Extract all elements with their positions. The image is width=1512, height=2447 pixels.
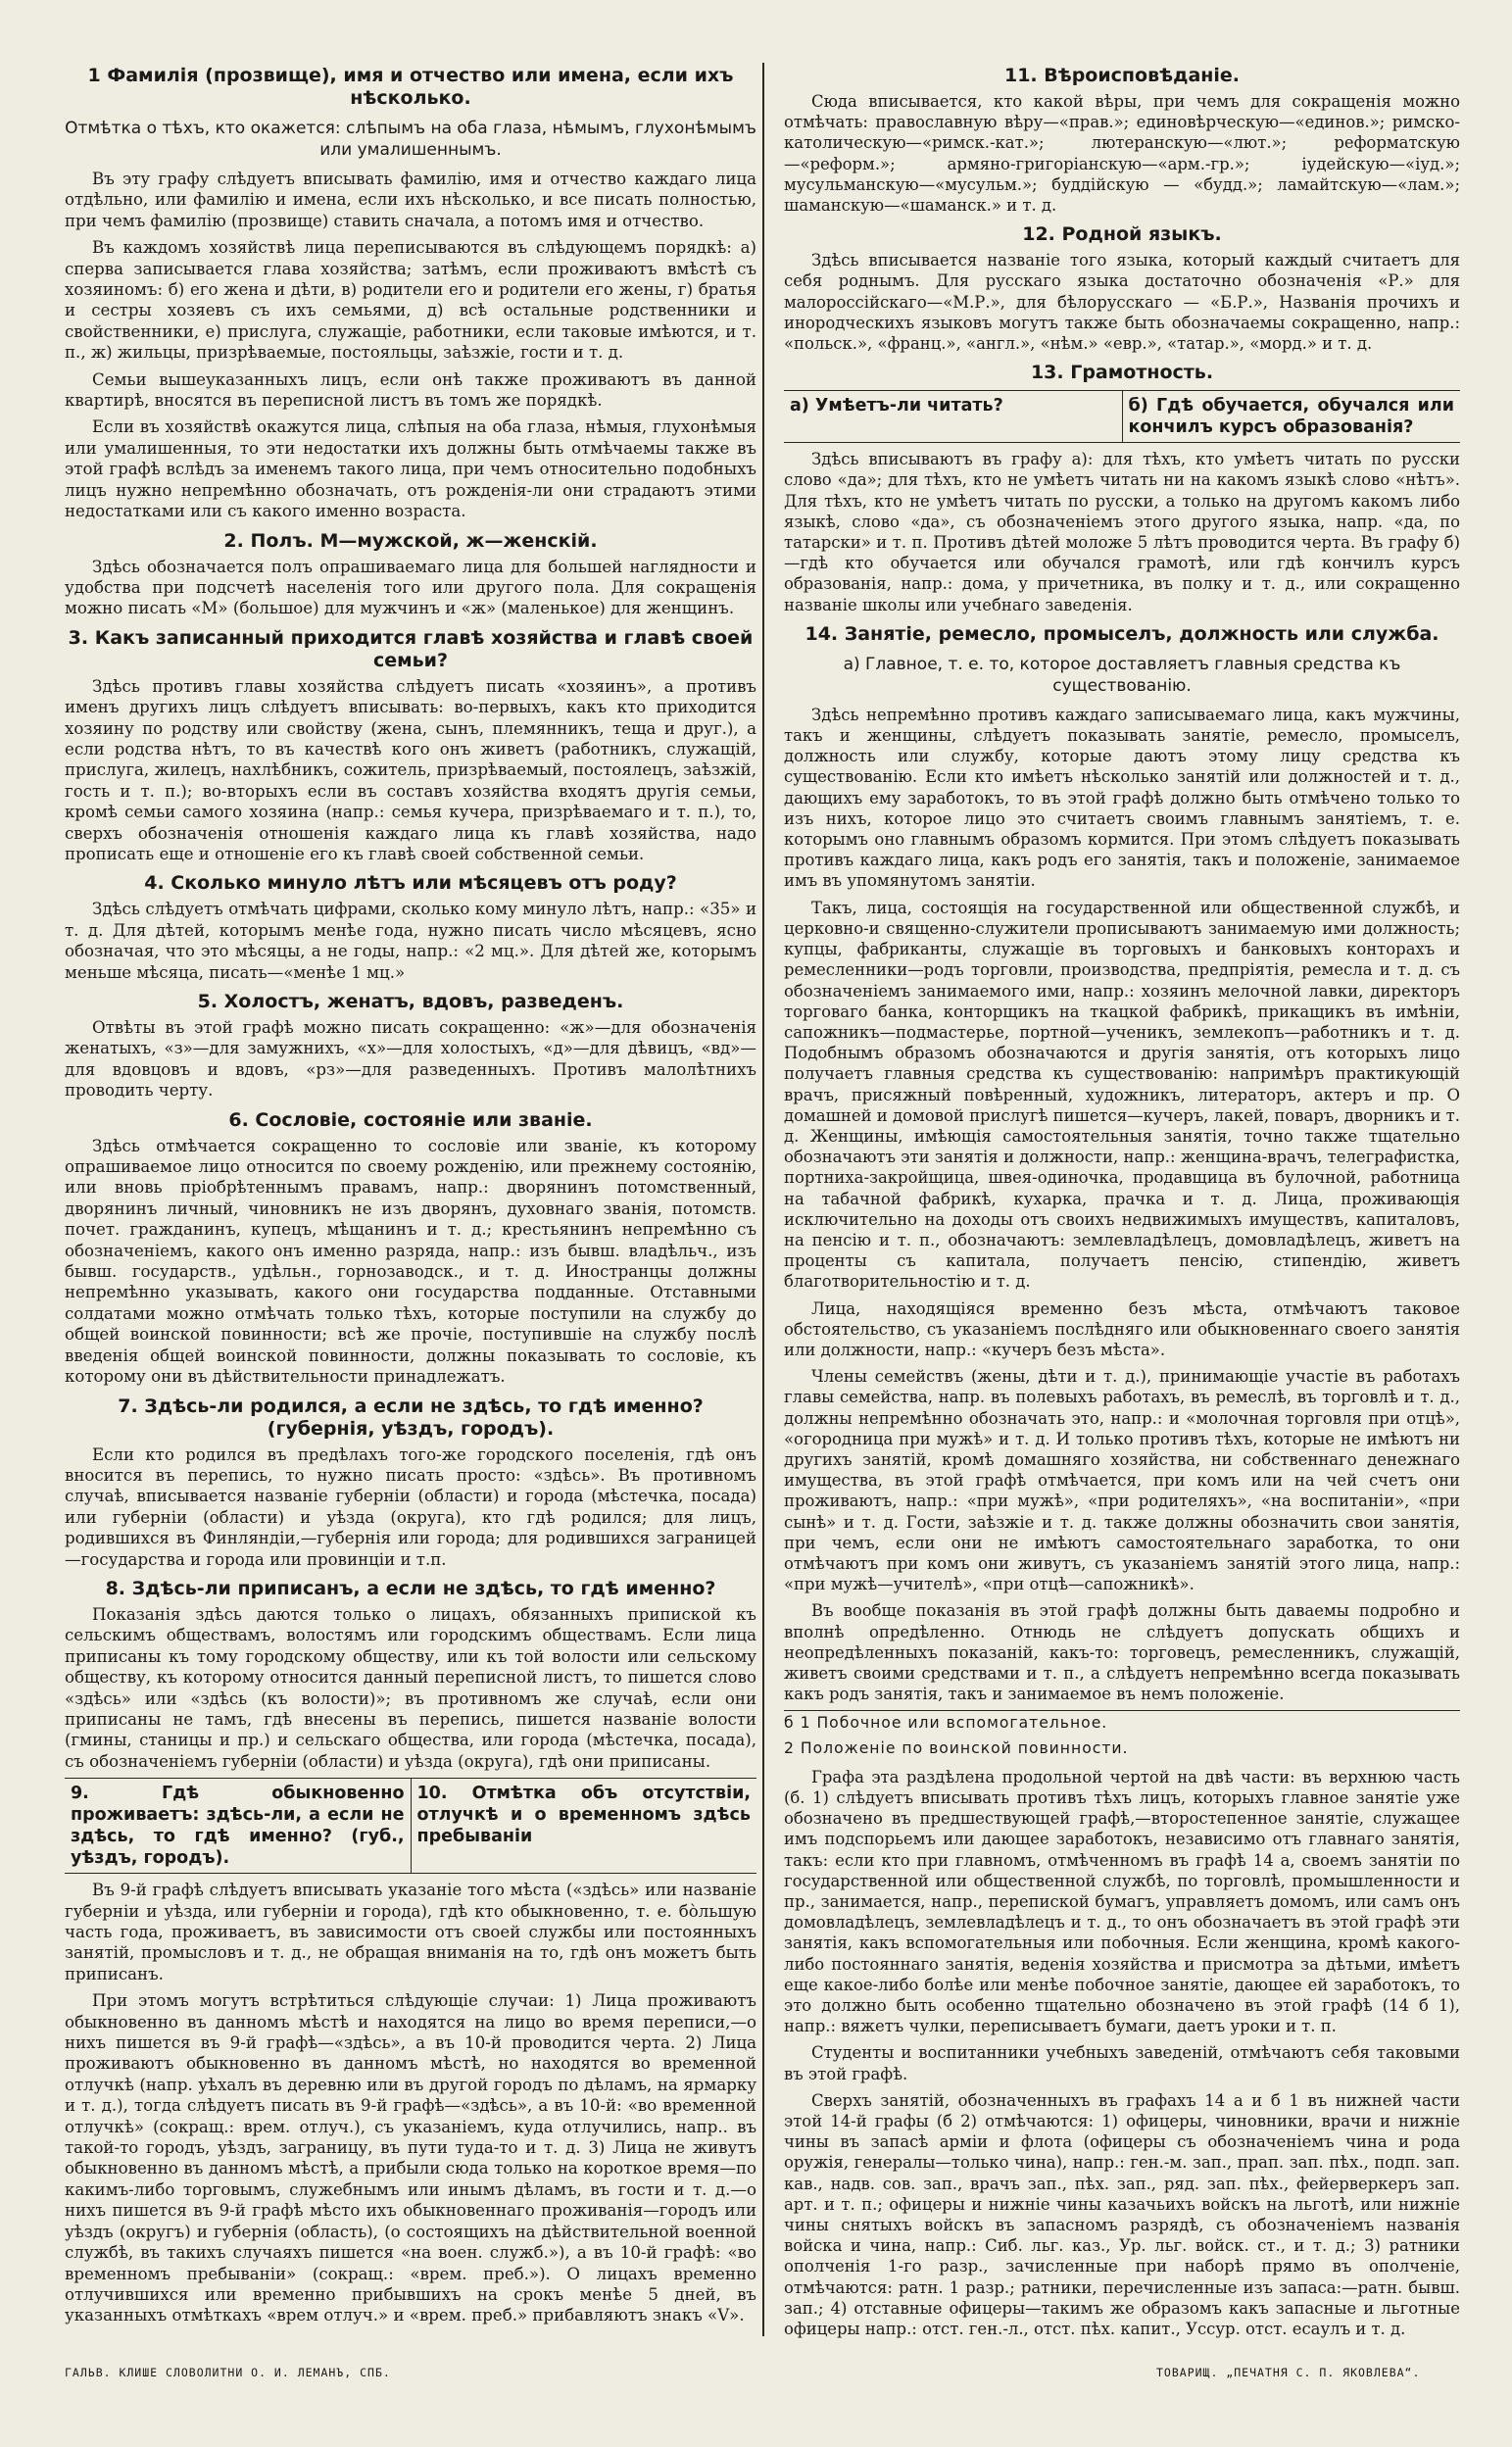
body-paragraph: Лица, находящіяся временно безъ мѣста, отмѣчаютъ таковое обстоятельство, съ указаніемъ послѣдняго или обыкновеннаго своего занятія или должности, напр.: «кучеръ безъ мѣста». — [784, 1298, 1460, 1359]
body-paragraph: При этомъ могутъ встрѣтиться слѣдующіе случаи: 1) Лица проживаютъ обыкновенно въ данномъ мѣстѣ и находятся на лицо во время переписи,—о нихъ пишется въ 9-й графѣ—«здѣсь», а въ 10-й проводится черта. 2) Лица проживаютъ обыкновенно въ данномъ мѣстѣ, но находятся во временной отлучкѣ (напр. уѣхалъ въ деревню или въ другой городъ по дѣламъ, на ярмарку и т. д.), тогда слѣдуетъ писать въ 9-й графѣ—«здѣсь», а въ 10-й: «во временной отлучкѣ» (сокращ.: врем. отлуч.), съ указаніемъ, куда отлучились, напр.. въ такой-то городъ, уѣздъ, заграницу, въ пути туда-то и т. д. 3) Лица не живутъ обыкновенно въ данномъ мѣстѣ, а прибыли сюда только на короткое время—по какимъ-либо торговымъ, служебнымъ или инымъ дѣламъ, въ гости и т. д.—о нихъ пишется въ 9-й графѣ мѣсто ихъ обыкновеннаго проживанія—городъ или уѣздъ (округъ) и губернія (область), (о состоящихъ на дѣйствительной военной службѣ, въ такихъ случаяхъ пишется «на воен. служб.»), а въ 10-й графѣ: «во временномъ пребываніи» (сокращ.: «врем. преб.»). О лицахъ временно отлучившихся или временно прибывшихъ на срокъ менѣе 5 дней, въ указанныхъ отмѣткахъ «врем отлуч.» и «врем. преб.» прибавляютъ знакъ «V». — [65, 1991, 756, 2325]
section-note: Отмѣтка о тѣхъ, кто окажется: слѣпымъ на оба глаза, нѣмымъ, глухонѣмымъ или умалишеннымъ. — [65, 119, 756, 160]
subsection-label: 2 Положеніе по воинской повинности. — [784, 1738, 1129, 1757]
body-paragraph: Здѣсь отмѣчается сокращенно то сословіе или званіе, къ которому опрашиваемое лицо относится по своему рожденію, или прежнему состоянію, или вновь пріобрѣтеннымъ правамъ, напр.: дворянинъ потомственный, дворянинъ личный, чиновникъ не изъ дворянъ, духовнаго званія, потомств. почет. гражданинъ, купецъ, мѣщанинъ и т. д.; крестьянинъ непремѣнно съ обозначеніемъ, какого онъ именно разряда, напр.: изъ бывш. владѣльч., изъ бывш. государств., удѣльн., горнозаводск., и т. д. Иностранцы должны непремѣнно указывать, какого они государства подданные. Отставными солдатами можно отмѣчать только тѣхъ, которые поступили на службу до общей воинской повинности; всѣ же прочіе, поступившіе на службу послѣ введенія общей воинской повинности, должны показывать то сословіе, къ которому они въ дѣйствительности принадлежатъ. — [65, 1136, 756, 1387]
section-heading: 4. Сколько минуло лѣтъ или мѣсяцевъ отъ роду? — [144, 872, 677, 895]
section-heading: 1 Фамилія (прозвище), имя и отчество или имена, если ихъ нѣсколько. — [87, 65, 734, 109]
split-heading-cell: 10. Отмѣтка объ отсутствіи, отлучкѣ и о временномъ здѣсь пребываніи — [411, 1779, 757, 1873]
body-paragraph: Въ вообще показанія въ этой графѣ должны быть даваемы подробно и вполнѣ опредѣленно. Отнюдь не слѣдуетъ допускать общихъ и неопредѣленныхъ показаній, какъ-то: торговецъ, ремесленникъ, служащій, живетъ своими средствами и т. п., а слѣдуетъ непремѣнно всегда показывать какъ родъ занятія, такъ и занимаемое въ немъ положеніе. — [784, 1601, 1460, 1704]
body-paragraph: Отвѣты въ этой графѣ можно писать сокращенно: «ж»—для обозначенія женатыхъ, «з»—для замужнихъ, «х»—для холостыхъ, «д»—для дѣвицъ, «вд»—для вдовцовъ и вдовъ, «рз»—для разведенныхъ. Противъ малолѣтнихъ проводить черту. — [65, 1018, 756, 1101]
section-heading: 14. Занятіе, ремесло, промыселъ, должность или служба. — [805, 622, 1439, 645]
section-heading: 3. Какъ записанный приходится главѣ хозяйства и главѣ своей семьи? — [68, 626, 754, 671]
section-heading: 11. Вѣроисповѣданіе. — [1003, 65, 1241, 86]
section-heading: 13. Грамотность. — [1030, 362, 1214, 384]
section-heading: 7. Здѣсь-ли родился, а если не здѣсь, то гдѣ именно? (губернія, уѣздъ, городъ). — [118, 1395, 704, 1440]
body-paragraph: Въ 9-й графѣ слѣдуетъ вписывать указаніе того мѣста («здѣсь» или названіе губерніи и уѣзда, или губерніи и города), гдѣ кто обыкновенно, т. е. бо̀льшую часть года, проживаетъ, въ зависимости отъ своей службы или постоянныхъ занятій, промысловъ и т. д., не обращая вниманія на то, гдѣ онъ можетъ быть приписанъ. — [65, 1881, 756, 1983]
column-divider — [762, 63, 764, 2336]
split-heading-cell: б) Гдѣ обучается, обучался или кончилъ курсъ образованія? — [1122, 391, 1461, 442]
body-paragraph: Семьи вышеуказанныхъ лицъ, если онѣ также проживаютъ въ данной квартирѣ, вносятся въ переписной листъ въ томъ же порядкѣ. — [65, 369, 756, 411]
section-heading: 8. Здѣсь-ли приписанъ, а если не здѣсь, то гдѣ именно? — [105, 1577, 716, 1599]
subsection-labels — [784, 1710, 1460, 1760]
body-paragraph: Здѣсь непремѣнно противъ каждаго записываемаго лица, какъ мужчины, такъ и женщины, слѣдуетъ показывать занятіе, ремесло, промыселъ, должность или службу, которые даютъ этому лицу средства къ существованію. Если кто имѣетъ нѣсколько занятій или должностей и т. д., дающихъ ему заработокъ, то въ этой графѣ должно быть отмѣчено только то изъ нихъ, которое лицо это считаетъ своимъ главнымъ занятіемъ, т. е. которымъ оно главнымъ образомъ кормится. При этомъ слѣдуетъ показывать противъ каждаго лица, какъ родъ его занятія, такъ и положеніе, занимаемое имъ въ упомянутомъ занятіи. — [784, 705, 1460, 891]
subsection-label: б 1 Побочное или вспомогательное. — [784, 1714, 1108, 1733]
body-paragraph: Здѣсь вписываютъ въ графу а): для тѣхъ, кто умѣетъ читать по русски слово «да»; для тѣхъ, кто не умѣетъ читать ни на какомъ языкѣ слово «нѣтъ». Для тѣхъ, кто не умѣетъ читать по русски, а только на другомъ какомъ либо языкѣ, слово «да», съ обозначеніемъ этого другого языка, напр. «да, по татарски» и т. п. Противъ дѣтей моложе 5 лѣтъ проводится черта. Въ графу б)—гдѣ кто обучается или обучался грамотѣ, или гдѣ кончилъ курсъ образованія, напр.: дома, у причетника, въ полку и т. д., или сокращенно названіе школы или учебнаго заведенія. — [784, 450, 1460, 614]
body-paragraph: Здѣсь слѣдуетъ отмѣчать цифрами, сколько кому минуло лѣтъ, напр.: «35» и т. д. Для дѣтей, которымъ менѣе года, нужно писать число мѣсяцевъ, ясно обозначая, что это мѣсяцы, а не годы, напр.: «2 мц.». Для дѣтей же, которымъ меньше мѣсяца, писать—«менѣе 1 мц.» — [65, 900, 756, 982]
section-heading: 12. Родной языкъ. — [1022, 223, 1222, 246]
body-paragraph: Сюда вписывается, кто какой вѣры, при чемъ для сокращенія можно отмѣчать: православную вѣру—«прав.»; единовѣрческую—«единов.»; римско-католическую—«римск.-кат.»; лютеранскую—«лют.»; реформатскую—«реформ.»; армяно-григоріанскую—«арм.-гр.»; іудейскую—«іуд.»; мусульманскую—«мусульм.»; буддійскую — «будд.»; ламайтскую—«лам.»; шаманскую—«шаманск.» и т. д. — [784, 92, 1460, 216]
body-paragraph: Такъ, лица, состоящія на государственной или общественной службѣ, и церковно-и священно-служители прописываютъ занимаемую ими должность; купцы, фабриканты, служащіе въ торговыхъ и банковыхъ конторахъ и ремесленники—родъ торговли, производства, предпріятія, ремесла и т. д. съ обозначеніемъ занимаемого ими, напр.: хозяинъ мелочной лавки, директоръ торговаго банка, конторщикъ на ткацкой фабрикѣ, прикащикъ въ имѣніи, сапожникъ—подмастерье, портной—ученикъ, землекопъ—работникъ и т. д. Подобнымъ образомъ обозначаются и другія занятія, отъ которыхъ лицо получаетъ главныя средства къ существованію: напримѣръ практикующій врачъ, присяжный повѣренный, художникъ, литераторъ, актеръ и пр. О домашней и домовой прислугѣ пишется—кучеръ, лакей, поваръ, дворникъ и т. д. Женщины, имѣющія самостоятельныя занятія, точно также тщательно обозначаютъ эти занятія и должности, напр.: женщина-врачъ, телеграфистка, портниха-закройщица, швея-одиночка, продавщица въ булочной, работница на табачной фабрикѣ, кухарка, прачка и т. д. Лица, проживающія исключительно на доходы отъ своихъ недвижимыхъ имуществъ, капиталовъ, на пенсію и т. п., обозначаютъ: землевладѣлецъ, домовладѣлецъ, живетъ на проценты съ капитала, получаетъ пенсію, стипендію, живетъ благотворительностію и т. д. — [784, 898, 1460, 1292]
split-heading — [65, 1778, 756, 1874]
printer-imprint-left: ГАЛЬВ. КЛИШЕ СЛОВОЛИТНИ О. И. ЛЕМАНЪ, СПБ. — [65, 2366, 391, 2379]
body-paragraph: Если кто родился въ предѣлахъ того-же городского поселенія, гдѣ онъ вносится въ перепись, то нужно писать просто: «здѣсь». Въ противномъ случаѣ, вписывается названіе губерніи (области) и города (мѣстечка, посада) или губерніи (области) и уѣзда (округа), кто гдѣ родился; для лицъ, родившихся въ Финляндіи,—губернія или города; для родившихся заграницей—государства и города или провинціи и т.п. — [65, 1444, 756, 1569]
body-paragraph: Показанія здѣсь даются только о лицахъ, обязанныхъ припиской къ сельскимъ обществамъ, волостямъ или городскимъ обществамъ. Если лица приписаны къ тому городскому обществу, или къ той волости или сельскому обществу, къ которому относится данный переписной листъ, то пишется слово «здѣсь» или «здѣсь (къ волости)»; въ противномъ же случаѣ, если они приписаны не тамъ, гдѣ внесены въ перепись, пишется названіе волости (гмины, станицы и пр.) и сельскаго общества, или города (мѣстечка, посада), съ обозначеніемъ губерніи (области) и уѣзда (округа), гдѣ они приписаны. — [65, 1604, 756, 1771]
body-paragraph: Въ каждомъ хозяйствѣ лица переписываются въ слѣдующемъ порядкѣ: а) сперва записывается глава хозяйства; затѣмъ, если проживаютъ вмѣстѣ съ хозяиномъ: б) его жена и дѣти, в) родители его и родители его жены, г) братья и сестры хозяевъ съ ихъ семьями, д) всѣ остальные родственники и свойственники, е) прислуга, служащіе, работники, если таковые имѣются, и т. п., ж) жильцы, призрѣваемые, постояльцы, заѣзжіе, гости и т. д. — [65, 238, 756, 363]
body-paragraph: Здѣсь противъ главы хозяйства слѣдуетъ писать «хозяинъ», а противъ именъ другихъ лицъ слѣдуетъ вписывать: во-первыхъ, какъ кто приходится хозяину по родству или свойству (жена, сынъ, племянникъ, теща и друг.), а если родства нѣтъ, то въ качествѣ кого онъ живетъ (работникъ, служащій, прислуга, жилецъ, нахлѣбникъ, сожитель, призрѣваемый, постоялецъ, заѣзжій, гость и т. п.); во-вторыхъ если въ составъ хозяйства входятъ другія семьи, кромѣ семьи самого хозяина (напр.: семья кучера, призрѣваемаго и т. п.), то, сверхъ обозначенія отношенія каждаго лица къ главѣ хозяйства, надо прописать еще и отношеніе его къ главѣ своей собственной семьи. — [65, 676, 756, 863]
split-heading — [784, 390, 1460, 443]
body-paragraph: Сверхъ занятій, обозначенныхъ въ графахъ 14 а и б 1 въ нижней части этой 14-й графы (б 2) отмѣчаются: 1) офицеры, чиновники, врачи и нижніе чины въ запасѣ арміи и флота (офицеры съ обозначеніемъ чина и рода оружія, генералы—только чина), напр.: ген.-м. зап., прап. зап. пѣх., подп. зап. кав., надв. сов. зап., врачъ зап., пѣх. зап., ряд. зап. пѣх., фейерверкеръ зап. арт. и т. п.; офицеры и нижніе чины казачьихъ войскъ на льготѣ, или нижніе чины снятыхъ войскъ въ запасномъ разрядѣ, съ обозначеніемъ названія войска и чина, напр.: Сиб. льг. каз., Ур. льг. войск. ст., и т. д.; 3) ратники ополченія 1-го разр., зачисленные при наборѣ прямо въ ополченіе, отмѣчаются: ратн. 1 разр.; ратники, перечисленные изъ запаса:—ратн. бывш. зап.; 4) отставные офицеры—такимъ же образомъ какъ запасные и льготные офицеры напр.: отст. ген.-л., отст. пѣх. капит., Уссур. отст. есаулъ и т. д. — [784, 2090, 1460, 2339]
body-paragraph: Въ эту графу слѣдуетъ вписывать фамилію, имя и отчество каждаго лица отдѣльно, или фамилію и имена, если ихъ нѣсколько, и все писать полностью, при чемъ фамилію (прозвище) ставить сначала, а потомъ имя и отчество. — [65, 170, 756, 230]
split-heading-cell: а) Умѣетъ-ли читать? — [790, 396, 1003, 416]
section-heading: 6. Сословіе, состояніе или званіе. — [228, 1108, 593, 1131]
body-paragraph: Если въ хозяйствѣ окажутся лица, слѣпыя на оба глаза, нѣмыя, глухонѣмыя или умалишенныя, то эти недостатки ихъ должны быть отмѣчаемы также въ этой графѣ вслѣдъ за именемъ такого лица, при чемъ относительно подобныхъ лицъ нужно непремѣнно обозначать, отъ рожденія-ли они страдаютъ этими недостатками или съ какого именно возраста. — [65, 417, 756, 521]
printer-imprint-right: ТОВАРИЩ. „ПЕЧАТНЯ С. П. ЯКОВЛЕВА“. — [1156, 2366, 1421, 2379]
section-heading: 2. Полъ. М—мужской, ж—женскій. — [223, 529, 598, 552]
split-heading-cell: 9. Гдѣ обыкновенно проживаетъ: здѣсь-ли, а если не здѣсь, то гдѣ именно? (губ., уѣздъ, городъ). — [71, 1784, 405, 1869]
left-column — [65, 57, 756, 2332]
section-note: а) Главное, т. е. то, которое доставляетъ главныя средства къ существованію. — [843, 654, 1401, 696]
right-column — [784, 57, 1460, 2345]
body-paragraph: Здѣсь вписывается названіе того языка, который каждый считаетъ для себя роднымъ. Для русскаго языка достаточно обозначенія «Р.» для малороссійскаго—«М.Р.», для бѣлорусскаго — «Б.Р.», Названія прочихъ и инородческихъ языковъ могутъ также быть обозначаемы сокращенно, напр.: «польск.», «франц.», «англ.», «нѣм.» «евр.», «татар.», «морд.» и т. д. — [784, 251, 1460, 354]
section-heading: 5. Холостъ, женатъ, вдовъ, разведенъ. — [197, 991, 624, 1012]
body-paragraph: Студенты и воспитанники учебныхъ заведеній, отмѣчаютъ себя таковыми въ этой графѣ. — [784, 2043, 1460, 2083]
body-paragraph: Графа эта раздѣлена продольной чертой на двѣ части: въ верхнюю часть (б. 1) слѣдуетъ вписывать противъ тѣхъ лицъ, которыхъ главное занятіе уже обозначено въ предшествующей графѣ,—второстепенное занятіе, служащее имъ подспорьемъ или дающее заработокъ, независимо отъ главнаго занятія, такъ: если кто при главномъ, отмѣченномъ въ графѣ 14 а, своемъ занятіи по государственной или общественной службѣ, по торговлѣ, промышленности и пр., занимается, напр., перепиской бумагъ, управляетъ домомъ, или самъ онъ домовладѣлецъ, землевладѣлецъ и т. д., то онъ обозначаетъ въ этой графѣ эти занятія, какъ вспомогательныя или побочныя. Если женщина, кромѣ какого-либо постояннаго занятія, веденія хозяйства и присмотра за дѣтьми, имѣетъ еще какое-либо болѣе или менѣе побочное занятіе, дающее ей заработокъ, то это должно быть особенно тщательно обозначено въ этой графѣ (14 б 1), напр.: вяжетъ чулки, переписываетъ бумаги, даетъ уроки и т. п. — [784, 1767, 1460, 2036]
body-paragraph: Члены семействъ (жены, дѣти и т. д.), принимающіе участіе въ работахъ главы семейства, напр. въ полевыхъ работахъ, въ ремеслѣ, въ торговлѣ и т. д., должны непремѣнно обозначать это, напр.: и «молочная торговля при отцѣ», «огородница при мужѣ» и т. д. И только противъ тѣхъ, которые не имѣютъ ни другихъ занятій, кромѣ домашняго хозяйства, ни собственнаго денежнаго имущества, въ этой графѣ отмѣчается, при комъ или на чей счетъ они проживаютъ, напр.: «при мужѣ», «при родителяхъ», «на воспитаніи», «при сынѣ» и т. д. Гости, заѣзжіе и т. д. также должны обозначить свои занятія, при чемъ, если они не имѣютъ самостоятельнаго заработка, то они отмѣчаютъ при комъ они живутъ, съ указаніемъ занятій этого лица, напр.: «при мужѣ—учителѣ», «при отцѣ—сапожникѣ». — [784, 1367, 1460, 1594]
body-paragraph: Здѣсь обозначается полъ опрашиваемаго лица для большей наглядности и удобства при подсчетѣ населенія того или другого пола. Для сокращенія можно писать «М» (большое) для мужчинъ и «ж» (маленькое) для женщинъ. — [65, 557, 756, 618]
